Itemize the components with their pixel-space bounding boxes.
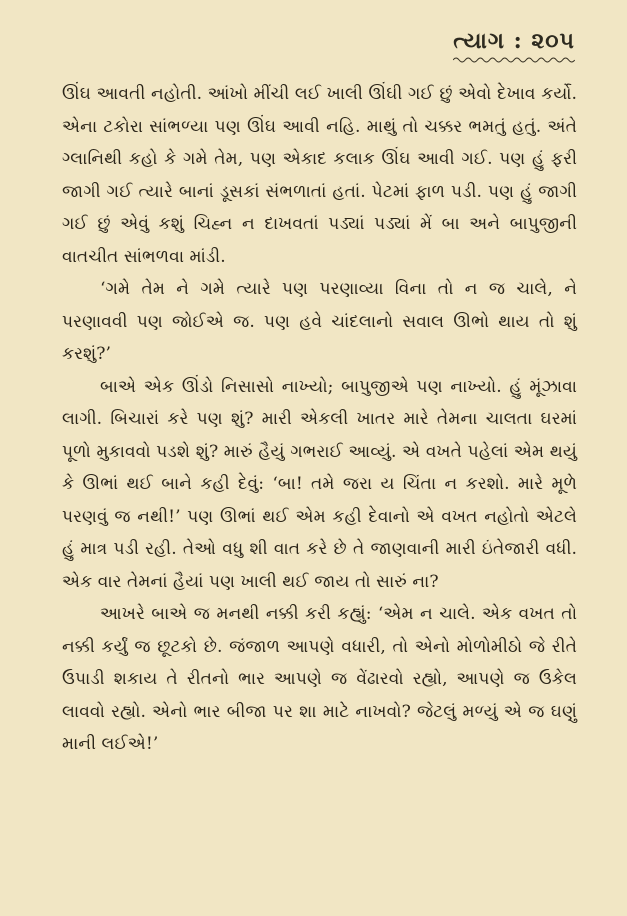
running-title: ત્યાગ : ૨૦૫: [453, 28, 575, 54]
paragraph: બાએ એક ઊંડો નિસાસો નાખ્યો; બાપુજીએ પણ નાખ્યો. હું મૂંઝાવા લાગી. બિચારાં કરે પણ શું? મારી એકલી ખાતર મારે તેમના ચાલતા ઘરમાં પૂળો મુકાવવો પડશે શું? મારું હૈયું ગભરાઈ આવ્યું. એ વખતે પહેલાં એમ થયું કે ઊભાં થઈ બાને કહી દેવું: ‘બા! તમે જરા ય ચિંતા ન કરશો. મારે મૂળે પરણવું જ નથી!’ પણ ઊભાં થઈ એમ કહી દેવાનો એ વખત નહોતો એટલે હું માત્ર પડી રહી. તેઓ વધુ શી વાત કરે છે તે જાણવાની મારી ઇંતેજારી વધી. એક વાર તેમનાં હૈયાં પણ ખાલી થઈ જાય તો સારું ના?: [62, 376, 577, 592]
body-text: [62, 78, 577, 761]
header-flourish-ornament: [453, 56, 575, 64]
paragraph: ઊંઘ આવતી નહોતી. આંખો મીંચી લઈ ખાલી ઊંઘી ગઈ છું એવો દેખાવ કર્યો. એના ટકોરા સાંભળ્યા પણ ઊંઘ આવી નહિ. માથું તો ચક્કર ભમતું હતું. અંતે ગ્લાનિથી કહો કે ગમે તેમ, પણ એકાદ કલાક ઊંઘ આવી ગઈ. પણ હું ફરી જાગી ગઈ ત્યારે બાનાં ડૂસકાં સંભળાતાં હતાં. પેટમાં ફાળ પડી. પણ હું જાગી ગઈ છું એવું કશું ચિહ્ન ન દાખવતાં પડ્યાં પડ્યાં મેં બા અને બાપુજીની વાતચીત સાંભળવા માંડી.: [62, 84, 577, 267]
paragraph: ‘ગમે તેમ ને ગમે ત્યારે પણ પરણાવ્યા વિના તો ન જ ચાલે, ને પરણાવવી પણ જોઈએ જ. પણ હવે ચાંદલાનો સવાલ ઊભો થાય તો શું કરશું?’: [62, 279, 577, 364]
running-head: [453, 28, 575, 64]
paragraph: આખરે બાએ જ મનથી નક્કી કરી કહ્યું: ‘એમ ન ચાલે. એક વખત તો નક્કી કર્યું જ છૂટકો છે. જંજાળ આપણે વધારી, તો એનો મોળોમીઠો જે રીતે ઉપાડી શકાય તે રીતનો ભાર આપણે જ વેંઢારવો રહ્યો, આપણે જ ઉકેલ લાવવો રહ્યો. એનો ભાર બીજા પર શા માટે નાખવો? જેટલું મળ્યું એ જ ઘણું માની લઈએ!’: [62, 604, 577, 754]
